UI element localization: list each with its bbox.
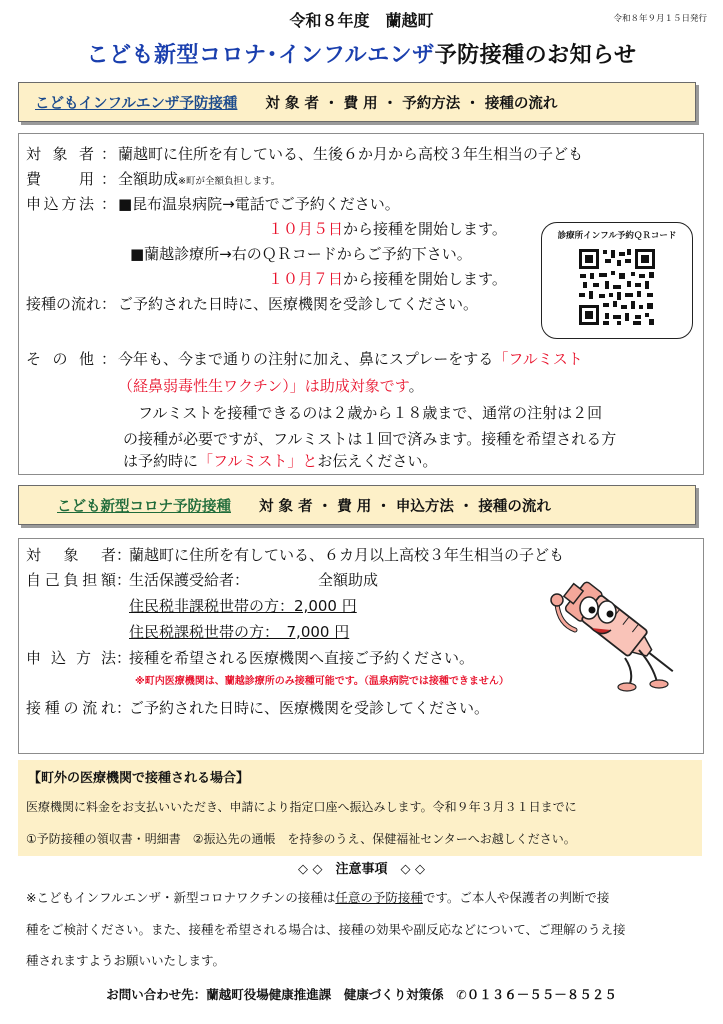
flu-start-suffix-2: から接種を開始します。 [343, 270, 507, 288]
note-line1-a: ※こどもインフルエンザ・新型コロナワクチンの接種は [26, 890, 336, 905]
flu-other-line5-a: は予約時に [123, 452, 199, 470]
covid-apply-note: ※町内医療機関は、蘭越診療所のみ接種可能です。（温泉病院では接種できません） [135, 676, 509, 687]
syringe-mascot-illustration [545, 568, 695, 693]
flu-section-header [18, 82, 696, 122]
flu-other-line1: 今年も、今まで通りの注射に加え、鼻にスプレーをする [118, 350, 494, 368]
flu-other-label: そ の 他 [26, 350, 94, 368]
covid-cost-row1-b: 全額助成 [318, 571, 379, 589]
covid-flow-text: ご予約された日時に、医療機関を受診してください。 [129, 699, 490, 717]
qr-code-image[interactable] [577, 247, 657, 327]
contact-info [0, 985, 723, 1003]
covid-cost-row1-a: 生活保護受給者： [129, 571, 250, 589]
outside-town-title: 【町外の医療機関で接種される場合】 [28, 771, 250, 786]
note-line1-b: です。ご本人や保護者の判断で接 [422, 890, 610, 905]
qr-code-panel [541, 222, 693, 339]
header-subtitle: 令和８年度 蘭越町 [289, 11, 434, 30]
flu-start-suffix-1: から接種を開始します。 [343, 220, 507, 238]
flu-start-date-2: １０月７日 [268, 270, 344, 288]
contact-phone[interactable]: ０１３６－５５－８５２５ [466, 987, 617, 1002]
flu-apply-line1: ■昆布温泉病院→電話でご予約ください。 [118, 195, 400, 213]
flumist-detail: （経鼻弱毒性生ワクチン）」は助成対象です [118, 377, 409, 395]
covid-apply-label: 申込方法 [26, 649, 116, 667]
covid-flow-label: 接種の流れ [26, 699, 116, 717]
covid-section-title: こども新型コロナ予防接種 [57, 498, 231, 515]
flu-cost-text: 全額助成 [118, 170, 179, 188]
notes-title: ◇ ◇ 注意事項 ◇ ◇ [297, 862, 426, 877]
flu-apply-label: 申込方法 [26, 195, 94, 213]
covid-apply-text: 接種を希望される医療機関へ直接ご予約ください。 [129, 649, 475, 667]
contact-text: お問い合わせ先：蘭越町役場健康推進課 健康づくり対策係 [106, 987, 444, 1002]
phone-icon: ✆ [443, 987, 467, 1002]
flumist-label: 「フルミスト [493, 350, 583, 368]
flu-apply-line2: ■蘭越診療所→右のＱＲコードからご予約下さい。 [130, 245, 472, 263]
flu-cost-label: 費 用 [26, 170, 94, 188]
outside-town-line1: 医療機関に料金をお支払いいただき、申請により指定口座へ振込みします。令和９年３月３１日までに [26, 800, 577, 814]
flu-cost-note: ※町が全額負担します。 [178, 176, 281, 187]
qr-code-label: 診療所インフル予約ＱＲコード [557, 231, 677, 241]
page-title [0, 38, 723, 69]
covid-cost-row3: 住民税課税世帯の方： 7,000 円 [129, 623, 350, 641]
flu-target-label: 対 象 者 [26, 145, 94, 163]
issue-date: 令和８年９月１５日発行 [613, 14, 707, 24]
covid-target-text: 蘭越町に住所を有している、６カ月以上高校３年生相当の子ども [129, 546, 565, 564]
flu-other-line5-red: 「フルミスト」と [198, 452, 318, 470]
note-voluntary: 任意の予防接種 [335, 890, 423, 905]
outside-town-line2: ①予防接種の領収書・明細書 ②振込先の通帳 を持参のうえ、保健福祉センターへお越しください。 [26, 832, 576, 846]
flu-flow-label: 接種の流れ [26, 295, 102, 313]
flu-flow-text: ご予約された日時に、医療機関を受診してください。 [118, 295, 479, 313]
flu-start-date-1: １０月５日 [268, 220, 344, 238]
covid-target-label: 対 象 者 [26, 546, 116, 564]
flu-section-title: こどもインフルエンザ予防接種 [35, 95, 238, 112]
flu-section-items: 対 象 者 ・ 費 用 ・ 予約方法 ・ 接種の流れ [265, 95, 558, 112]
page-title-black: 予防接種のお知らせ [434, 43, 637, 68]
covid-cost-row2: 住民税非課税世帯の方：2,000 円 [129, 597, 357, 615]
note-line2: 種をご検討ください。また、接種を希望される場合は、接種の効果や副反応などについて、ご理解のうえ接 [26, 922, 626, 937]
covid-cost-label: 自己負担額 [26, 571, 116, 589]
flu-other-line4: の接種が必要ですが、フルミストは１回で済みます。接種を希望される方 [123, 430, 617, 448]
covid-section-items: 対 象 者 ・ 費 用 ・ 申込方法 ・ 接種の流れ [259, 498, 551, 515]
page-title-blue: こども新型コロナ･インフルエンザ [86, 43, 435, 68]
flu-other-line3: フルミストを接種できるのは２歳から１８歳まで、通常の注射は２回 [138, 404, 603, 422]
flu-other-line5-b: お伝えください。 [317, 452, 438, 470]
flu-target-text: 蘭越町に住所を有している、生後６か月から高校３年生相当の子ども [118, 145, 584, 163]
flu-other-line2-end: 。 [408, 377, 424, 395]
covid-section-header [18, 485, 696, 525]
note-line3: 種されますようお願いいたします。 [26, 953, 226, 968]
